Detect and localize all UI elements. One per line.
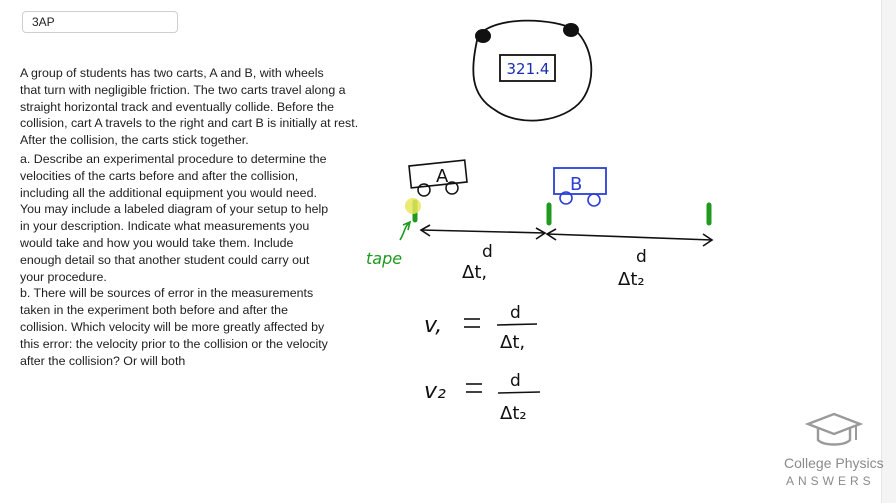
seg2-numerator: d <box>636 247 647 267</box>
eq1-lhs: v, <box>424 313 443 338</box>
cart-a <box>409 160 467 196</box>
cart-b-label: B <box>570 174 583 195</box>
eq1-numerator: d <box>510 303 521 323</box>
part-line: collision. Which velocity will be more greatly affected by <box>20 319 325 334</box>
seg2-denominator: Δt₂ <box>618 269 645 290</box>
timer-reading: 321.4 <box>506 60 550 78</box>
eq1-denominator: Δt, <box>500 332 526 353</box>
equation-v1 <box>424 303 537 353</box>
intro-line: straight horizontal track and eventually collide. Before the <box>20 99 335 114</box>
intro-line: After the collision, the carts stick together. <box>20 133 249 148</box>
logo-line2: ANSWERS <box>786 474 875 488</box>
eq2-denominator: Δt₂ <box>500 403 527 424</box>
part-line: this error: the velocity prior to the collision or the velocity <box>20 336 328 351</box>
photogate-timer <box>473 21 591 121</box>
intro-line: that turn with negligible friction. The two carts travel along a <box>20 82 346 97</box>
seg1-denominator: Δt, <box>462 262 488 283</box>
logo-line1: College Physics <box>784 455 884 471</box>
part-line: would take and how you would take them. Include <box>20 235 294 250</box>
tape-marks <box>405 198 709 223</box>
cart-b <box>554 168 606 206</box>
distance-arrows <box>421 225 712 246</box>
timer-knob-left-icon <box>475 29 491 43</box>
graduation-cap-icon <box>804 410 864 452</box>
part-line: enough detail so that another student could carry out <box>20 252 310 267</box>
cart-a-label: A <box>436 166 449 187</box>
eq2-numerator: d <box>510 371 521 391</box>
cursor-highlight-icon <box>405 198 421 214</box>
part-line: a. Describe an experimental procedure to determine the <box>20 151 327 166</box>
part-line: taken in the experiment both before and after the <box>20 303 288 318</box>
part-line: your procedure. <box>20 269 107 284</box>
part-line: velocities of the carts before and after the collision, <box>20 168 299 183</box>
eq2-lhs: v₂ <box>424 379 446 404</box>
part-line: after the collision? Or will both <box>20 353 186 368</box>
timer-knob-right-icon <box>563 23 579 37</box>
part-line: in your description. Indicate what measurements you <box>20 219 310 234</box>
tape-label: tape <box>366 249 403 268</box>
problem-tab-label: 3AP <box>32 15 55 29</box>
college-physics-logo <box>784 410 884 500</box>
part-line: You may include a labeled diagram of your setup to help <box>20 202 329 217</box>
intro-line: collision, cart A travels to the right and cart B is initially at rest. <box>20 116 359 131</box>
seg1-numerator: d <box>482 242 493 262</box>
part-line: b. There will be sources of error in the measurements <box>20 286 314 301</box>
part-line: including all the additional equipment you would need. <box>20 185 317 200</box>
equation-v2 <box>424 371 540 424</box>
intro-line: A group of students has two carts, A and B, with wheels <box>20 66 324 80</box>
